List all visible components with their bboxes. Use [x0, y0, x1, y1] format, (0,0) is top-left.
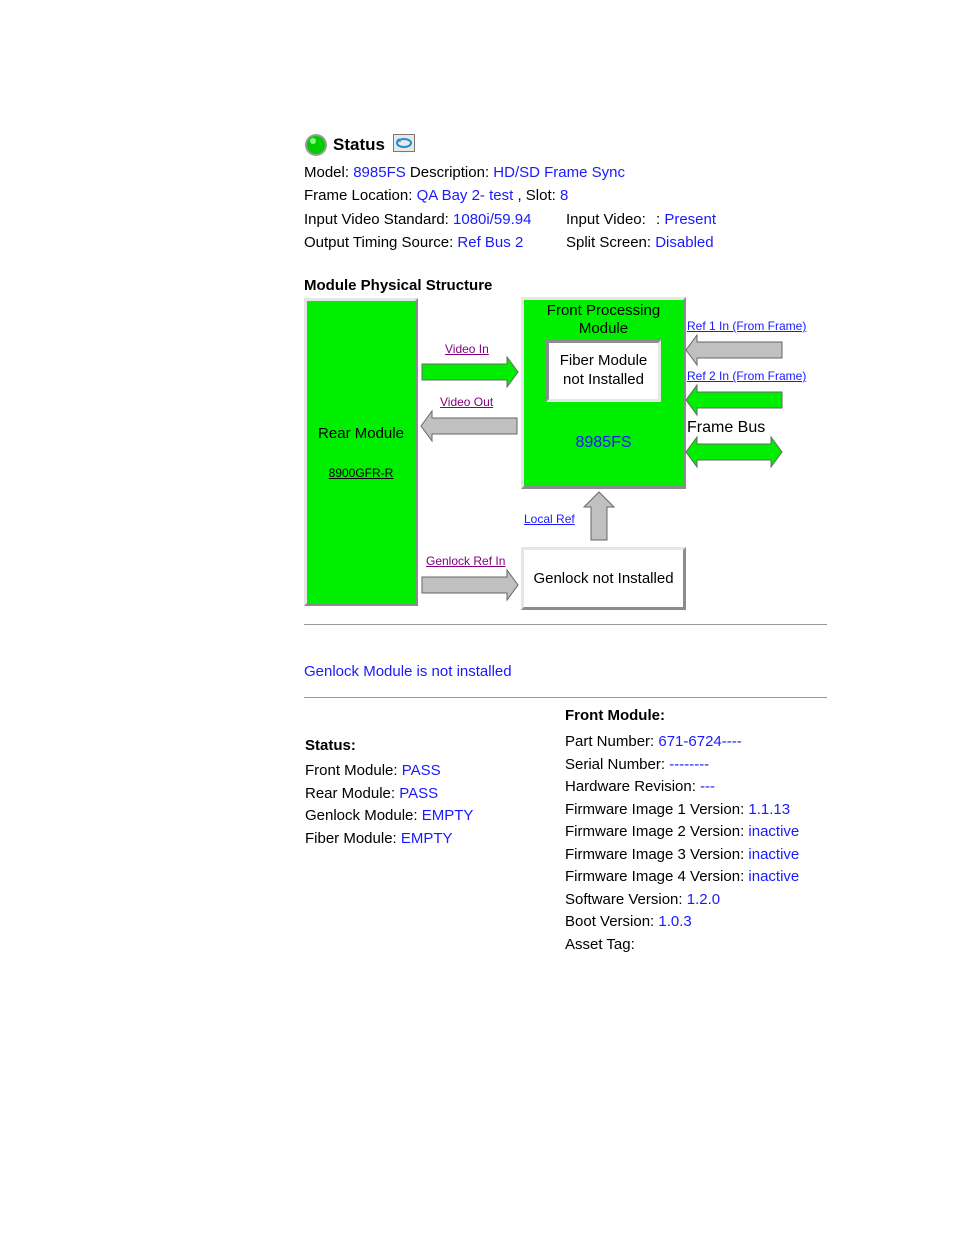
- frame-location-label: Frame Location:: [304, 187, 413, 204]
- list-item: Asset Tag:: [565, 935, 635, 953]
- front-module-title-1: Front Processing: [546, 302, 661, 319]
- slot-value: 8: [559, 187, 569, 204]
- ref1-link[interactable]: Ref 1 In (From Frame): [687, 319, 807, 333]
- list-item: Firmware Image 1 Version: 1.1.13: [565, 800, 791, 818]
- output-timing-value: Ref Bus 2: [457, 234, 524, 251]
- input-video-value: Present: [664, 211, 717, 228]
- input-video-label: Input Video:: [566, 211, 646, 228]
- local-ref-link[interactable]: Local Ref: [524, 512, 575, 526]
- front-module-heading: Front Module:: [565, 707, 665, 724]
- description-label: Description:: [409, 164, 490, 181]
- frame-location-value: QA Bay 2- test: [416, 187, 514, 204]
- slot-label: , Slot:: [517, 187, 556, 204]
- frame-bus-arrow: [686, 437, 782, 467]
- genlock-message: Genlock Module is not installed: [304, 663, 512, 680]
- genlock-ref-arrow: [422, 570, 518, 600]
- video-out-arrow: [421, 411, 517, 441]
- status-summary-heading: Status:: [305, 737, 356, 754]
- list-item: Software Version: 1.2.0: [565, 890, 721, 908]
- front-module-model: 8985FS: [575, 434, 632, 451]
- fiber-module-line2: not Installed: [563, 371, 644, 388]
- split-screen-label: Split Screen:: [566, 234, 652, 251]
- model-value: 8985FS: [353, 164, 406, 181]
- model-label: Model:: [304, 164, 350, 181]
- rear-module-label: Rear Module: [318, 425, 404, 442]
- list-item: Firmware Image 3 Version: inactive: [565, 845, 800, 863]
- video-out-link[interactable]: Video Out: [440, 395, 494, 409]
- list-item: Part Number: 671-6724----: [565, 733, 742, 750]
- list-item: Firmware Image 2 Version: inactive: [565, 823, 800, 840]
- video-in-arrow: [422, 357, 518, 387]
- input-std-value: 1080i/59.94: [453, 211, 532, 228]
- list-item: Fiber Module: EMPTY: [305, 829, 453, 847]
- ref1-arrow: [686, 335, 782, 365]
- ref2-arrow: [686, 385, 782, 415]
- description-value: HD/SD Frame Sync: [493, 164, 625, 181]
- divider-1: [304, 624, 827, 625]
- list-item: Front Module: PASS: [305, 762, 441, 779]
- list-item: Hardware Revision: ---: [565, 778, 716, 795]
- front-module-title-2: Module: [578, 320, 629, 337]
- frame-bus-label: Frame Bus: [687, 419, 766, 436]
- list-item: Genlock Module: EMPTY: [305, 807, 474, 824]
- genlock-ref-link[interactable]: Genlock Ref In: [426, 554, 506, 568]
- output-timing-label: Output Timing Source:: [304, 234, 454, 251]
- page-title: Status: [333, 135, 385, 154]
- status-summary-list: [305, 760, 473, 850]
- front-module-list: [565, 731, 799, 956]
- list-item: Firmware Image 4 Version: inactive: [565, 868, 800, 885]
- video-in-link[interactable]: Video In: [445, 342, 489, 356]
- list-item: Rear Module: PASS: [305, 784, 439, 802]
- list-item: Boot Version: 1.0.3: [565, 913, 692, 930]
- input-std-label: Input Video Standard:: [304, 211, 449, 228]
- divider-2: [304, 697, 827, 698]
- diagram-title: Module Physical Structure: [304, 277, 493, 294]
- local-ref-arrow: [584, 492, 614, 540]
- list-item: Serial Number: --------: [565, 755, 710, 773]
- split-screen-value: Disabled: [655, 234, 714, 251]
- ref2-link[interactable]: Ref 2 In (From Frame): [687, 369, 807, 383]
- input-video-sep: :: [655, 211, 661, 228]
- rear-module-link[interactable]: 8900GFR-R: [328, 466, 394, 480]
- fiber-module-line1: Fiber Module: [559, 352, 648, 369]
- genlock-box-label: Genlock not Installed: [533, 570, 674, 587]
